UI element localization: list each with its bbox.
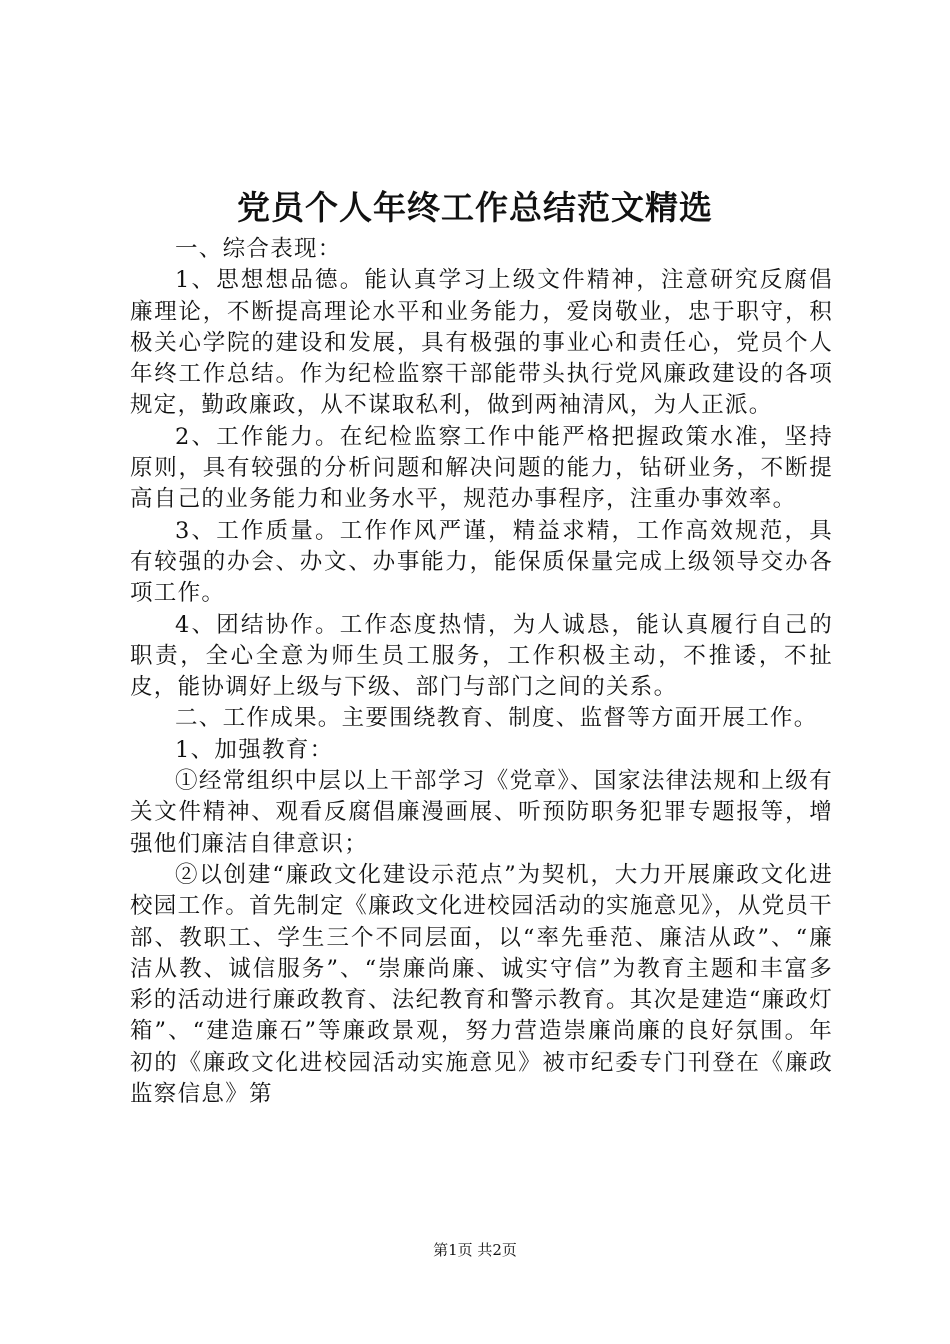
document-title: 党员个人年终工作总结范文精选: [237, 188, 713, 227]
paragraph-work-ability: 2、工作能力。在纪检监察工作中能严格把握政策水准，坚持原则，具有较强的分析问题和解决问题的能力，钻研业务，不断提高自己的业务能力和业务水平，规范办事程序，注重办事效率。: [130, 423, 833, 513]
paragraph-ideology: 1、思想想品德。能认真学习上级文件精神，注意研究反腐倡廉理论，不断提高理论水平和业务能力，爱岗敬业，忠于职守，积极关心学院的建设和发展，具有极强的事业心和责任心，党员个人年终工作总结。作为纪检监察干部能带头执行党风廉政建设的各项规定，勤政廉政，从不谋取私利，做到两袖清风，为人正派。: [130, 267, 833, 419]
paragraph-item-2: ②以创建“廉政文化建设示范点”为契机，大力开展廉政文化进校园工作。首先制定《廉政文化进校园活动的实施意见》，从党员干部、教职工、学生三个不同层面，以“率先垂范、廉洁从政”、“廉洁从教、诚信服务”、“崇廉尚廉、诚实守信”为教育主题和丰富多彩的活动进行廉政教育、法纪教育和警示教育。其次是建造“廉政灯箱”、“建造廉石”等廉政景观，努力营造崇廉尚廉的良好氛围。年初的《廉政文化进校园活动实施意见》被市纪委专门刊登在《廉政监察信息》第: [130, 861, 834, 1108]
subheading-education: 1、加强教育：: [175, 736, 334, 763]
paragraph-teamwork: 4、团结协作。工作态度热情，为人诚恳，能认真履行自己的职责，全心全意为师生员工服务，工作积极主动，不推诿，不扯皮，能协调好上级与下级、部门与部门之间的关系。: [130, 611, 833, 701]
section-heading-results: 二、工作成果。主要围绕教育、制度、监督等方面开展工作。: [175, 705, 818, 732]
page-number-footer: 第1页 共2页: [433, 1241, 517, 1259]
document-body: [130, 234, 833, 1110]
section-heading-overall: 一、综合表现：: [175, 236, 342, 262]
paragraph-work-quality: 3、工作质量。工作作风严谨，精益求精，工作高效规范，具有较强的办会、办文、办事能力，能保质保量完成上级领导交办各项工作。: [130, 517, 833, 607]
paragraph-item-1: ①经常组织中层以上干部学习《党章》、国家法律法规和上级有关文件精神、观看反腐倡廉漫画展、听预防职务犯罪专题报等，增强他们廉洁自律意识；: [130, 768, 833, 857]
